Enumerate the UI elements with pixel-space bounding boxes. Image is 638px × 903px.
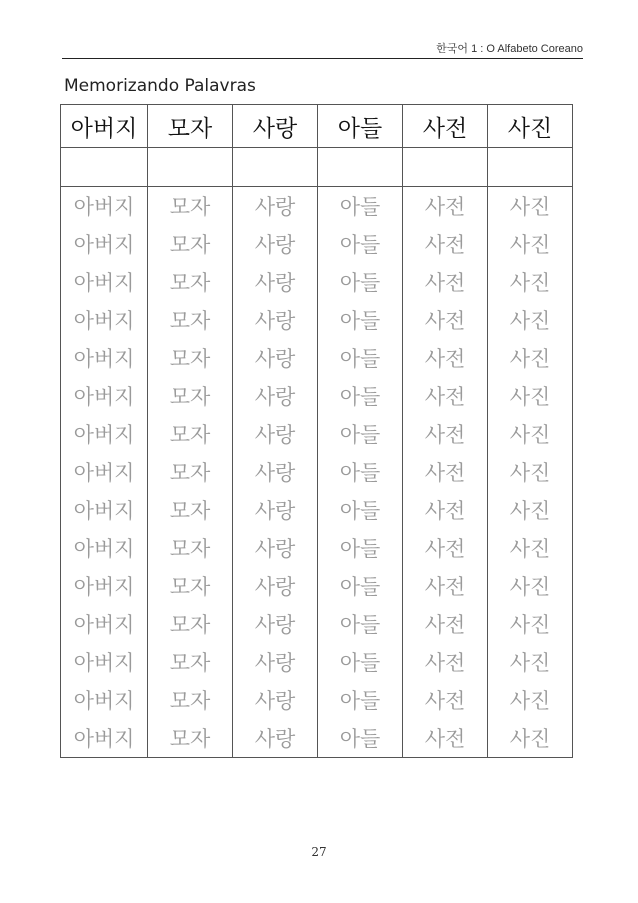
trace-word-cell: 아들 <box>318 225 403 263</box>
trace-word-cell: 아버지 <box>61 719 148 758</box>
trace-word-cell: 사진 <box>488 605 573 643</box>
trace-word-cell: 아버지 <box>61 491 148 529</box>
word-header-cell: 아버지 <box>61 105 148 148</box>
trace-word-cell: 사랑 <box>233 719 318 758</box>
trace-word-cell: 사전 <box>403 453 488 491</box>
trace-word-cell: 모자 <box>148 605 233 643</box>
trace-word-cell: 사진 <box>488 339 573 377</box>
trace-word-cell: 아버지 <box>61 643 148 681</box>
trace-word-cell: 사전 <box>403 339 488 377</box>
trace-word-cell: 사전 <box>403 187 488 226</box>
trace-word-cell: 모자 <box>148 567 233 605</box>
trace-row <box>61 719 573 758</box>
trace-word-cell: 사진 <box>488 643 573 681</box>
trace-word-cell: 모자 <box>148 491 233 529</box>
trace-row <box>61 567 573 605</box>
trace-word-cell: 아버지 <box>61 529 148 567</box>
trace-word-cell: 사랑 <box>233 491 318 529</box>
trace-word-cell: 사랑 <box>233 643 318 681</box>
trace-word-cell: 아버지 <box>61 187 148 226</box>
trace-word-cell: 사랑 <box>233 681 318 719</box>
trace-word-cell: 사진 <box>488 567 573 605</box>
trace-word-cell: 사전 <box>403 301 488 339</box>
blank-cell[interactable] <box>488 148 573 187</box>
trace-word-cell: 아들 <box>318 719 403 758</box>
trace-word-cell: 사랑 <box>233 453 318 491</box>
trace-word-cell: 아들 <box>318 301 403 339</box>
trace-word-cell: 사랑 <box>233 339 318 377</box>
page-number: 27 <box>311 845 327 859</box>
trace-word-cell: 사랑 <box>233 301 318 339</box>
header-row <box>61 105 573 148</box>
trace-word-cell: 사랑 <box>233 187 318 226</box>
trace-word-cell: 아들 <box>318 339 403 377</box>
word-header-cell: 모자 <box>148 105 233 148</box>
trace-word-cell: 아버지 <box>61 605 148 643</box>
trace-word-cell: 사진 <box>488 225 573 263</box>
trace-word-cell: 아들 <box>318 415 403 453</box>
trace-row <box>61 377 573 415</box>
trace-row <box>61 187 573 226</box>
trace-row <box>61 225 573 263</box>
trace-word-cell: 모자 <box>148 301 233 339</box>
trace-word-cell: 사전 <box>403 567 488 605</box>
blank-cell[interactable] <box>403 148 488 187</box>
trace-word-cell: 사진 <box>488 453 573 491</box>
blank-cell[interactable] <box>148 148 233 187</box>
trace-word-cell: 아들 <box>318 263 403 301</box>
trace-word-cell: 아들 <box>318 529 403 567</box>
trace-word-cell: 아버지 <box>61 681 148 719</box>
trace-word-cell: 모자 <box>148 719 233 758</box>
trace-word-cell: 사랑 <box>233 263 318 301</box>
trace-word-cell: 아버지 <box>61 301 148 339</box>
section-title: Memorizando Palavras <box>64 76 256 96</box>
header-rule <box>62 58 583 59</box>
trace-word-cell: 아들 <box>318 567 403 605</box>
trace-word-cell: 사진 <box>488 187 573 226</box>
trace-word-cell: 사전 <box>403 719 488 758</box>
trace-word-cell: 사진 <box>488 377 573 415</box>
trace-word-cell: 아버지 <box>61 263 148 301</box>
trace-word-cell: 모자 <box>148 529 233 567</box>
trace-word-cell: 사전 <box>403 377 488 415</box>
trace-word-cell: 모자 <box>148 415 233 453</box>
trace-row <box>61 339 573 377</box>
word-header-cell: 사전 <box>403 105 488 148</box>
trace-row <box>61 605 573 643</box>
trace-word-cell: 아들 <box>318 605 403 643</box>
trace-word-cell: 사전 <box>403 263 488 301</box>
word-header-cell: 아들 <box>318 105 403 148</box>
trace-word-cell: 사전 <box>403 491 488 529</box>
trace-word-cell: 모자 <box>148 339 233 377</box>
trace-word-cell: 사진 <box>488 491 573 529</box>
blank-cell[interactable] <box>61 148 148 187</box>
practice-table <box>60 104 573 758</box>
trace-word-cell: 사랑 <box>233 567 318 605</box>
trace-word-cell: 사진 <box>488 301 573 339</box>
trace-word-cell: 모자 <box>148 263 233 301</box>
trace-word-cell: 사진 <box>488 681 573 719</box>
trace-word-cell: 사진 <box>488 719 573 758</box>
trace-word-cell: 모자 <box>148 187 233 226</box>
trace-word-cell: 모자 <box>148 453 233 491</box>
trace-word-cell: 사전 <box>403 415 488 453</box>
word-header-cell: 사랑 <box>233 105 318 148</box>
trace-word-cell: 아들 <box>318 453 403 491</box>
trace-word-cell: 아들 <box>318 643 403 681</box>
trace-word-cell: 사랑 <box>233 605 318 643</box>
word-header-cell: 사진 <box>488 105 573 148</box>
trace-word-cell: 모자 <box>148 643 233 681</box>
trace-word-cell: 모자 <box>148 377 233 415</box>
trace-word-cell: 사진 <box>488 263 573 301</box>
trace-row <box>61 681 573 719</box>
trace-row <box>61 453 573 491</box>
trace-word-cell: 사전 <box>403 605 488 643</box>
trace-word-cell: 아들 <box>318 187 403 226</box>
trace-word-cell: 아버지 <box>61 567 148 605</box>
trace-row <box>61 263 573 301</box>
running-header: 한국어 1 : O Alfabeto Coreano <box>436 43 583 55</box>
trace-word-cell: 아버지 <box>61 339 148 377</box>
trace-row <box>61 529 573 567</box>
blank-row <box>61 148 573 187</box>
trace-word-cell: 아버지 <box>61 453 148 491</box>
trace-word-cell: 아버지 <box>61 377 148 415</box>
trace-word-cell: 아들 <box>318 377 403 415</box>
trace-word-cell: 사전 <box>403 681 488 719</box>
trace-word-cell: 모자 <box>148 225 233 263</box>
trace-word-cell: 사진 <box>488 415 573 453</box>
trace-row <box>61 491 573 529</box>
trace-word-cell: 아들 <box>318 681 403 719</box>
trace-row <box>61 643 573 681</box>
trace-word-cell: 사전 <box>403 225 488 263</box>
blank-cell[interactable] <box>318 148 403 187</box>
trace-word-cell: 사랑 <box>233 225 318 263</box>
trace-word-cell: 사랑 <box>233 415 318 453</box>
trace-word-cell: 아버지 <box>61 415 148 453</box>
trace-row <box>61 415 573 453</box>
trace-word-cell: 사진 <box>488 529 573 567</box>
trace-word-cell: 아버지 <box>61 225 148 263</box>
trace-word-cell: 사전 <box>403 529 488 567</box>
trace-row <box>61 301 573 339</box>
trace-word-cell: 사랑 <box>233 529 318 567</box>
trace-word-cell: 아들 <box>318 491 403 529</box>
trace-word-cell: 모자 <box>148 681 233 719</box>
blank-cell[interactable] <box>233 148 318 187</box>
trace-word-cell: 사전 <box>403 643 488 681</box>
trace-word-cell: 사랑 <box>233 377 318 415</box>
